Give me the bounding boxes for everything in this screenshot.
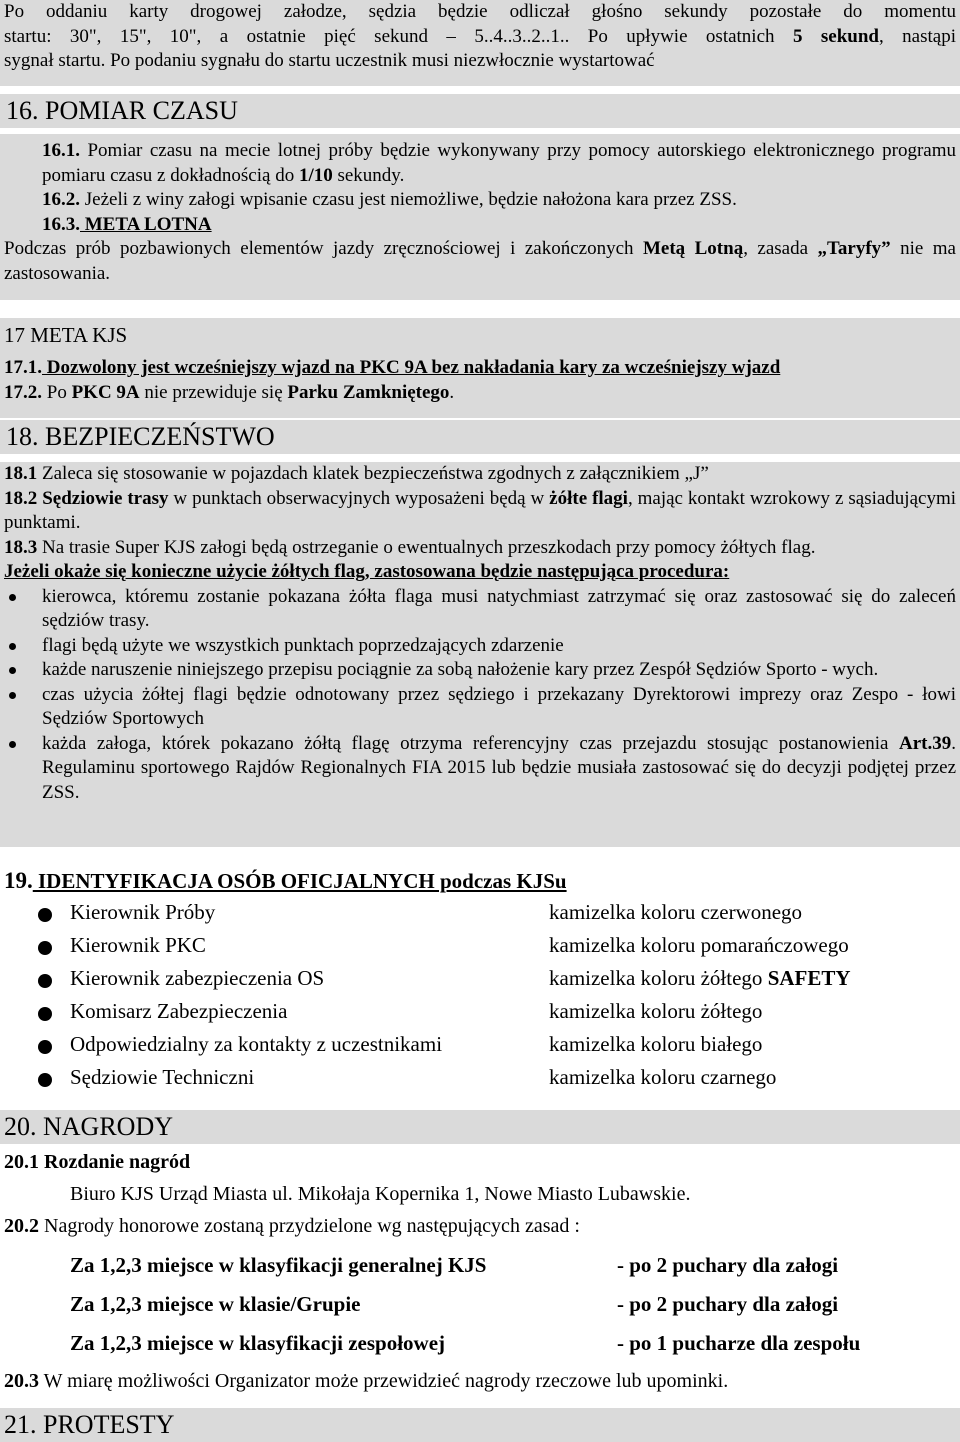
official-row — [0, 933, 960, 966]
official-role: Kierownik Próby — [70, 900, 216, 924]
award-note: 20.3 W miarę możliwości Organizator może przewidzieć nagrody rzeczowe lub upominki. — [4, 1370, 729, 1392]
official-vest: kamizelka koloru żółtego SAFETY — [549, 966, 851, 990]
intro-block — [0, 0, 960, 86]
para-16-4: Podczas prób pozbawionych elementów jazdy zręcznościowej i zakończonych Metą Lotną, zasada „Taryfy” nie ma zastosowania. — [4, 238, 956, 284]
intro-line-1: Po oddaniu karty drogowej załodze, sędzia będzie odliczał głośno sekundy pozostałe do momentu — [4, 1, 956, 22]
official-vest: kamizelka koloru czarnego — [549, 1065, 777, 1089]
section-18-body — [0, 462, 960, 847]
section-21-title: 21. PROTESTY — [4, 1410, 175, 1439]
procedure-item-1: kierowca, któremu zostanie pokazana żółta flaga musi natychmiast zatrzymać się oraz zastosować się do zaleceń sędziów trasy. — [42, 585, 956, 634]
para-18-1: 18.1 Zaleca się stosowanie w pojazdach klatek bezpieczeństwa zgodnych z załącznikiem „J” — [4, 463, 709, 484]
para-16-3: 16.3. META LOTNA — [42, 213, 212, 235]
section-20-title: 20. NAGRODY — [4, 1112, 173, 1141]
procedure-list — [0, 585, 960, 806]
official-row — [0, 1065, 960, 1098]
award-prize: - po 1 pucharze dla zespołu — [617, 1331, 861, 1355]
bullet-icon — [38, 1040, 52, 1054]
award-ceremony-address: Biuro KJS Urząd Miasta ul. Mikołaja Kopernika 1, Nowe Miasto Lubawskie. — [70, 1183, 691, 1205]
para-18-2: 18.2 Sędziowie trasy w punktach obserwacyjnych wyposażeni będą w żółte flagi, mając kontakt wzrokowy z sąsiadującymi punktami. — [4, 487, 956, 533]
bullet-icon — [38, 941, 52, 955]
award-place: Za 1,2,3 miejsce w klasyfikacji generalnej KJS — [70, 1253, 487, 1277]
para-16-1: 16.1. Pomiar czasu na mecie lotnej próby będzie wykonywany przy pomocy autorskiego elektronicznego programu pomiaru czasu z dokładnością do 1/10 sekundy. — [42, 140, 956, 186]
award-place: Za 1,2,3 miejsce w klasyfikacji zespołowej — [70, 1331, 446, 1355]
procedure-item-2: flagi będą użyte we wszystkich punktach poprzedzających zdarzenie — [42, 634, 956, 659]
award-rules-intro: 20.2 Nagrody honorowe zostaną przydzielone wg następujących zasad : — [4, 1215, 580, 1237]
section-19-heading — [0, 866, 960, 896]
award-place: Za 1,2,3 miejsce w klasie/Grupie — [70, 1292, 361, 1316]
official-role: Komisarz Zabezpieczenia — [70, 999, 288, 1023]
award-ceremony-title: 20.1 Rozdanie nagród — [4, 1151, 191, 1173]
bullet-icon — [38, 908, 52, 922]
section-17-title: 17 META KJS — [4, 323, 128, 347]
official-vest: kamizelka koloru żółtego — [549, 999, 763, 1023]
section-20-heading — [0, 1110, 960, 1144]
para-16-2: 16.2. Jeżeli z winy załogi wpisanie czasu jest niemożliwe, będzie nałożona kara przez ZSS. — [42, 189, 737, 210]
procedure-heading: Jeżeli okaże się konieczne użycie żółtych flag, zastosowana będzie następująca procedura: — [4, 561, 730, 582]
section-19-title: 19. IDENTYFIKACJA OSÓB OFICJALNYCH podczas KJSu — [4, 868, 567, 893]
procedure-item-4: czas użycia żółtej flagi będzie odnotowany przez sędziego i przekazany Dyrektorowi imprezy oraz Zespo - łowi Sędziów Sportowych — [42, 683, 956, 732]
section-16-body — [0, 134, 960, 300]
official-row — [0, 999, 960, 1032]
section-18-title: 18. BEZPIECZEŃSTWO — [6, 422, 275, 451]
intro-line-3: sygnał startu. Po podaniu sygnału do startu uczestnik musi niezwłocznie wystartować — [4, 50, 655, 71]
official-role: Kierownik zabezpieczenia OS — [70, 966, 325, 990]
official-row — [0, 900, 960, 933]
official-vest: kamizelka koloru pomarańczowego — [549, 933, 849, 957]
intro-line-2: startu: 30", 15", 10", a ostatnie pięć sekund – 5..4..3..2..1.. Po upływie ostatnich 5 sekund, nastąpi — [4, 25, 956, 47]
section-21-heading — [0, 1408, 960, 1442]
section-16-title: 16. POMIAR CZASU — [6, 96, 238, 125]
official-role: Sędziowie Techniczni — [70, 1065, 255, 1089]
bullet-icon — [38, 1073, 52, 1087]
official-row — [0, 966, 960, 999]
official-vest: kamizelka koloru czerwonego — [549, 900, 803, 924]
para-18-3: 18.3 Na trasie Super KJS załogi będą ostrzeganie o ewentualnych przeszkodach przy pomocy żółtych flag. — [4, 536, 816, 558]
section-18-heading — [0, 420, 960, 454]
bullet-icon — [38, 1007, 52, 1021]
official-role: Kierownik PKC — [70, 933, 206, 957]
procedure-item-5: każda załoga, którek pokazano żółtą flagę otrzyma referencyjny czas przejazdu stosując postanowienia Art.39. Regulaminu sportowego Rajdów Regionalnych FIA 2015 lub będzie musiała zastosować się do decyzji podjętej przez ZSS. — [42, 732, 956, 806]
official-row — [0, 1032, 960, 1065]
official-role: Odpowiedzialny za kontakty z uczestnikami — [70, 1032, 443, 1056]
procedure-item-3: każde naruszenie niniejszego przepisu pociągnie za sobą nałożenie kary przez Zespół Sędziów Sporto - wych. — [42, 658, 956, 683]
award-prize: - po 2 puchary dla załogi — [617, 1253, 839, 1277]
bullet-icon — [38, 974, 52, 988]
award-prize: - po 2 puchary dla załogi — [617, 1292, 839, 1316]
official-vest: kamizelka koloru białego — [549, 1032, 763, 1056]
para-17-1: 17.1. Dozwolony jest wcześniejszy wjazd na PKC 9A bez nakładania kary za wcześniejszy wjazd — [4, 357, 781, 378]
section-17-block — [0, 318, 960, 418]
para-17-2: 17.2. Po PKC 9A nie przewiduje się Parku Zamkniętego. — [4, 381, 455, 403]
section-16-heading — [0, 94, 960, 128]
